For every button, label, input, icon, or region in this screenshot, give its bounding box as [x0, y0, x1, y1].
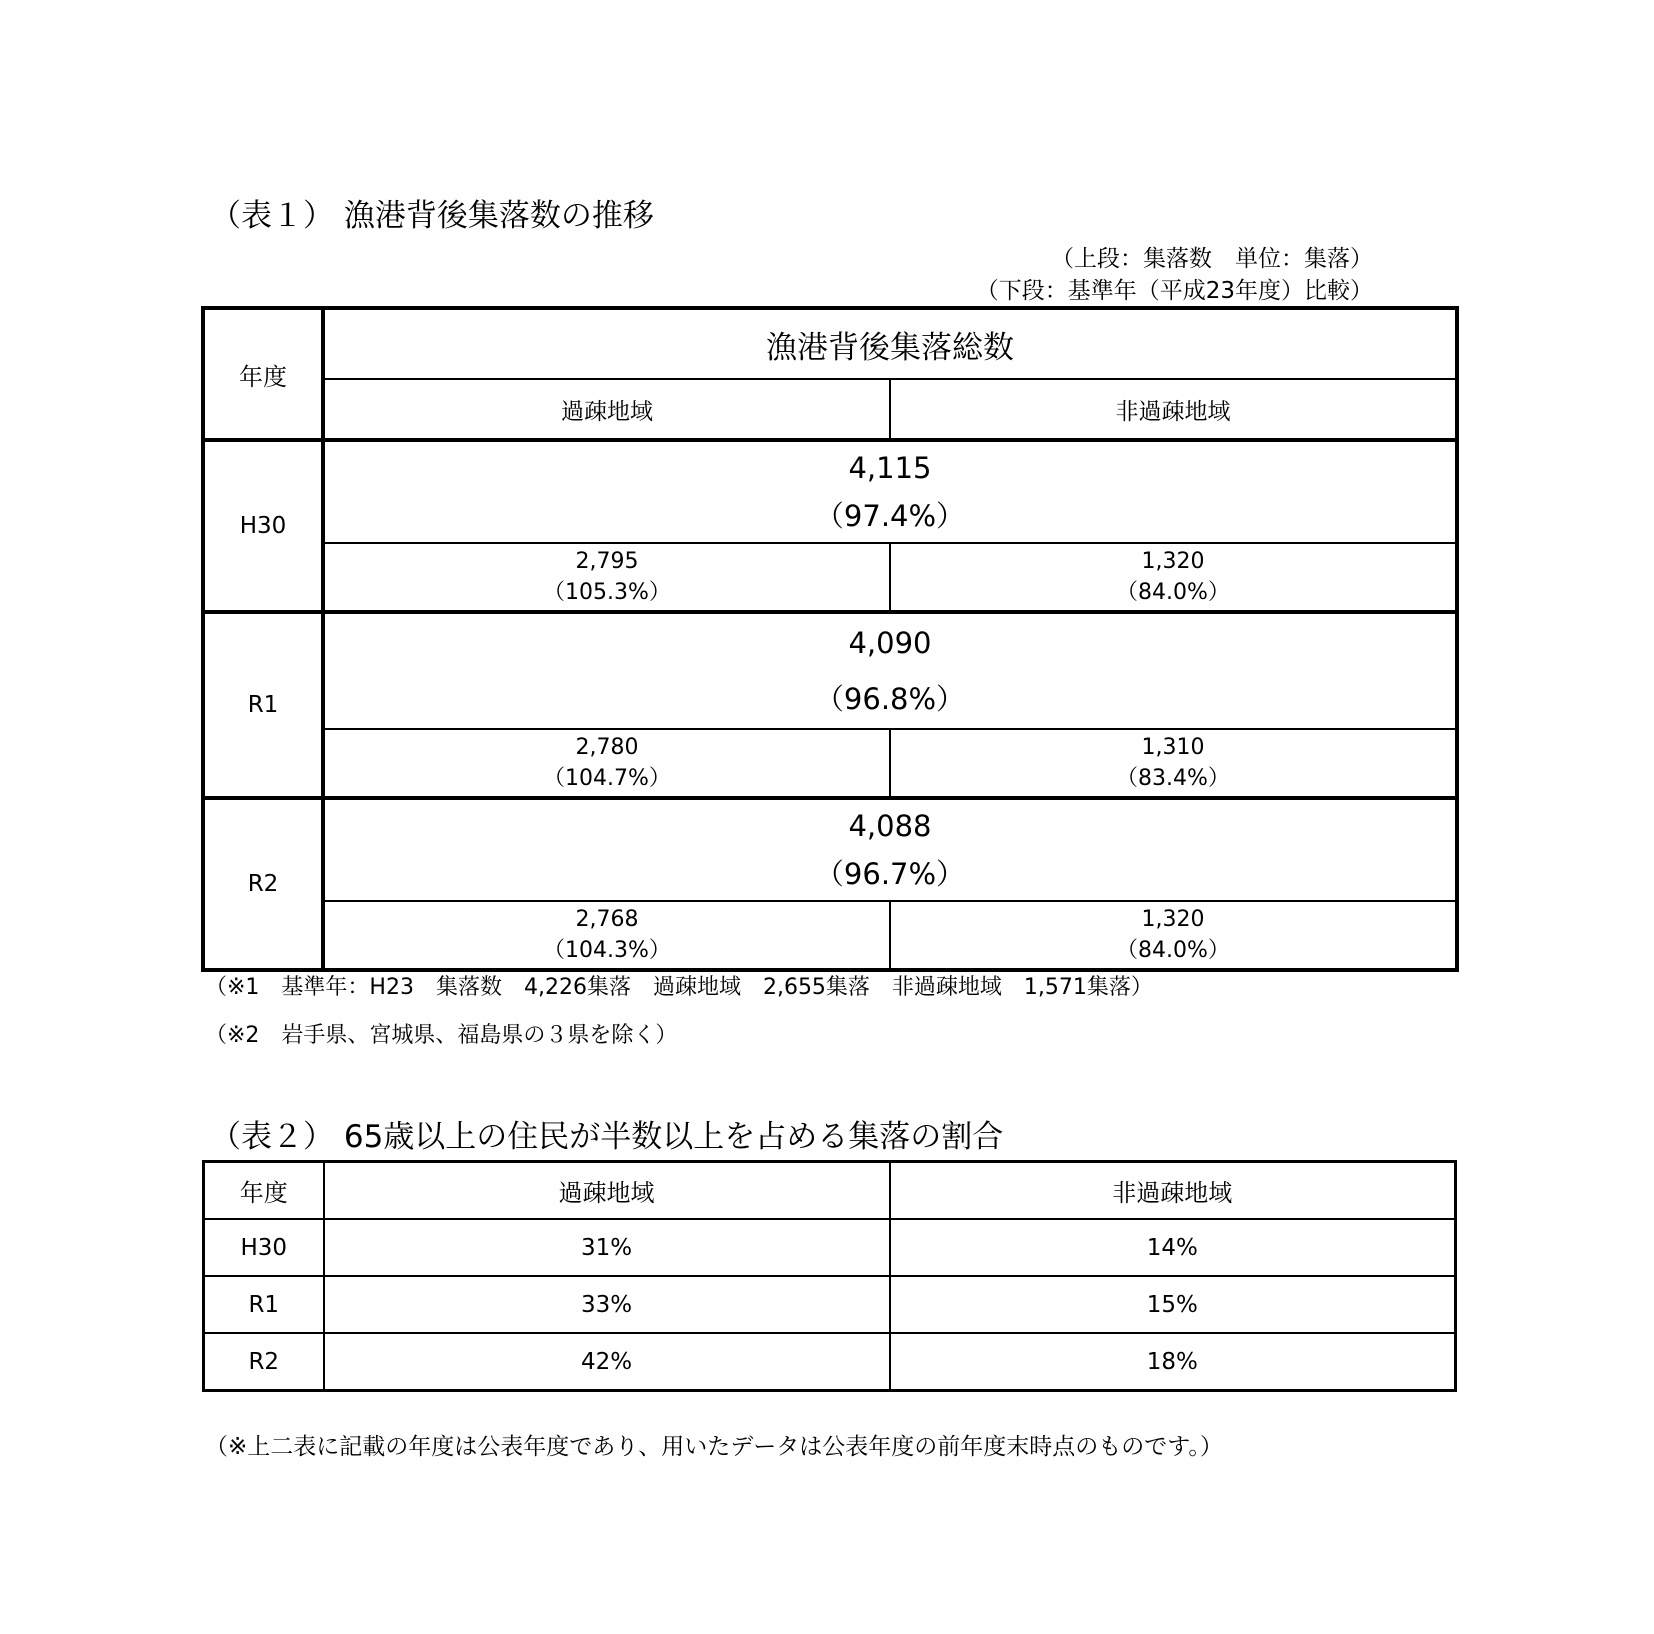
non-depopulated-cell: [890, 901, 1457, 970]
settlement-count-table: [201, 306, 1459, 972]
table2-non-depopulated-cell: 14%: [890, 1219, 1456, 1276]
table1-row-total: [203, 612, 1457, 729]
total-ratio: （96.8%）: [814, 682, 966, 716]
total-count: 4,115: [848, 451, 932, 485]
depopulated-ratio: （105.3%）: [543, 580, 671, 605]
depopulated-cell: [323, 901, 890, 970]
table2-header-depopulated: 過疎地域: [324, 1162, 890, 1220]
table2-header-row: [204, 1162, 1456, 1220]
table-row: [204, 1219, 1456, 1276]
table2-year-cell: R2: [204, 1333, 324, 1391]
table1-title: （表１） 漁港背後集落数の推移: [210, 198, 654, 234]
table1-total-cell: [323, 798, 1457, 901]
table2-depopulated-cell: 42%: [324, 1333, 890, 1391]
table1-total-cell: [323, 612, 1457, 729]
depopulated-count: 2,795: [575, 549, 639, 574]
data-timing-footnote: （※上二表に記載の年度は公表年度であり、用いたデータは公表年度の前年度末時点のものです。）: [205, 1434, 1223, 1460]
table2-header-year: 年度: [204, 1162, 324, 1220]
total-ratio: （97.4%）: [814, 499, 966, 533]
table2-depopulated-cell: 31%: [324, 1219, 890, 1276]
depopulated-cell: [323, 729, 890, 798]
non-depopulated-cell: [890, 729, 1457, 798]
depopulated-ratio: （104.7%）: [543, 766, 671, 791]
table1-row-breakdown: [203, 729, 1457, 798]
total-count: 4,088: [848, 809, 932, 843]
table1-total-cell: [323, 440, 1457, 543]
total-count: 4,090: [848, 626, 932, 660]
elderly-settlement-ratio-table: [202, 1160, 1457, 1392]
table1-unit-note-lower: （下段：基準年（平成23年度）比較）: [975, 278, 1373, 304]
table2-non-depopulated-cell: 18%: [890, 1333, 1456, 1391]
table1-year-cell: H30: [203, 440, 323, 612]
depopulated-count: 2,768: [575, 907, 639, 932]
table2-title: （表２） 65歳以上の住民が半数以上を占める集落の割合: [210, 1119, 1004, 1155]
table1-header-row: [203, 308, 1457, 379]
non-depopulated-count: 1,320: [1141, 907, 1205, 932]
table2-non-depopulated-cell: 15%: [890, 1276, 1456, 1333]
table2-year-cell: H30: [204, 1219, 324, 1276]
table1-row-breakdown: [203, 901, 1457, 970]
non-depopulated-ratio: （84.0%）: [1116, 580, 1230, 605]
total-ratio: （96.7%）: [814, 857, 966, 891]
table2-depopulated-cell: 33%: [324, 1276, 890, 1333]
non-depopulated-ratio: （84.0%）: [1116, 938, 1230, 963]
table1-year-cell: R1: [203, 612, 323, 798]
depopulated-ratio: （104.3%）: [543, 938, 671, 963]
table1-header-total: 漁港背後集落総数: [323, 308, 1457, 379]
table1-footnote-baseline: （※1 基準年：H23 集落数 4,226集落 過疎地域 2,655集落 非過疎地域 1,571集落）: [205, 975, 1153, 1000]
table-row: [204, 1276, 1456, 1333]
non-depopulated-cell: [890, 543, 1457, 612]
table1-header-subrow: [203, 379, 1457, 440]
table2-header-non-depopulated: 非過疎地域: [890, 1162, 1456, 1220]
non-depopulated-ratio: （83.4%）: [1116, 766, 1230, 791]
depopulated-cell: [323, 543, 890, 612]
non-depopulated-count: 1,320: [1141, 549, 1205, 574]
depopulated-count: 2,780: [575, 735, 639, 760]
table1-header-non-depopulated: 非過疎地域: [890, 379, 1457, 440]
table1-year-cell: R2: [203, 798, 323, 970]
table1-row-breakdown: [203, 543, 1457, 612]
table1-row-total: [203, 440, 1457, 543]
table2-year-cell: R1: [204, 1276, 324, 1333]
table1-row-total: [203, 798, 1457, 901]
table1-header-depopulated: 過疎地域: [323, 379, 890, 440]
table1-unit-note-upper: （上段：集落数 単位：集落）: [1051, 246, 1373, 272]
table1-footnote-excluded: （※2 岩手県、宮城県、福島県の３県を除く）: [205, 1023, 678, 1048]
non-depopulated-count: 1,310: [1141, 735, 1205, 760]
table1-header-year: 年度: [203, 308, 323, 440]
table-row: [204, 1333, 1456, 1391]
